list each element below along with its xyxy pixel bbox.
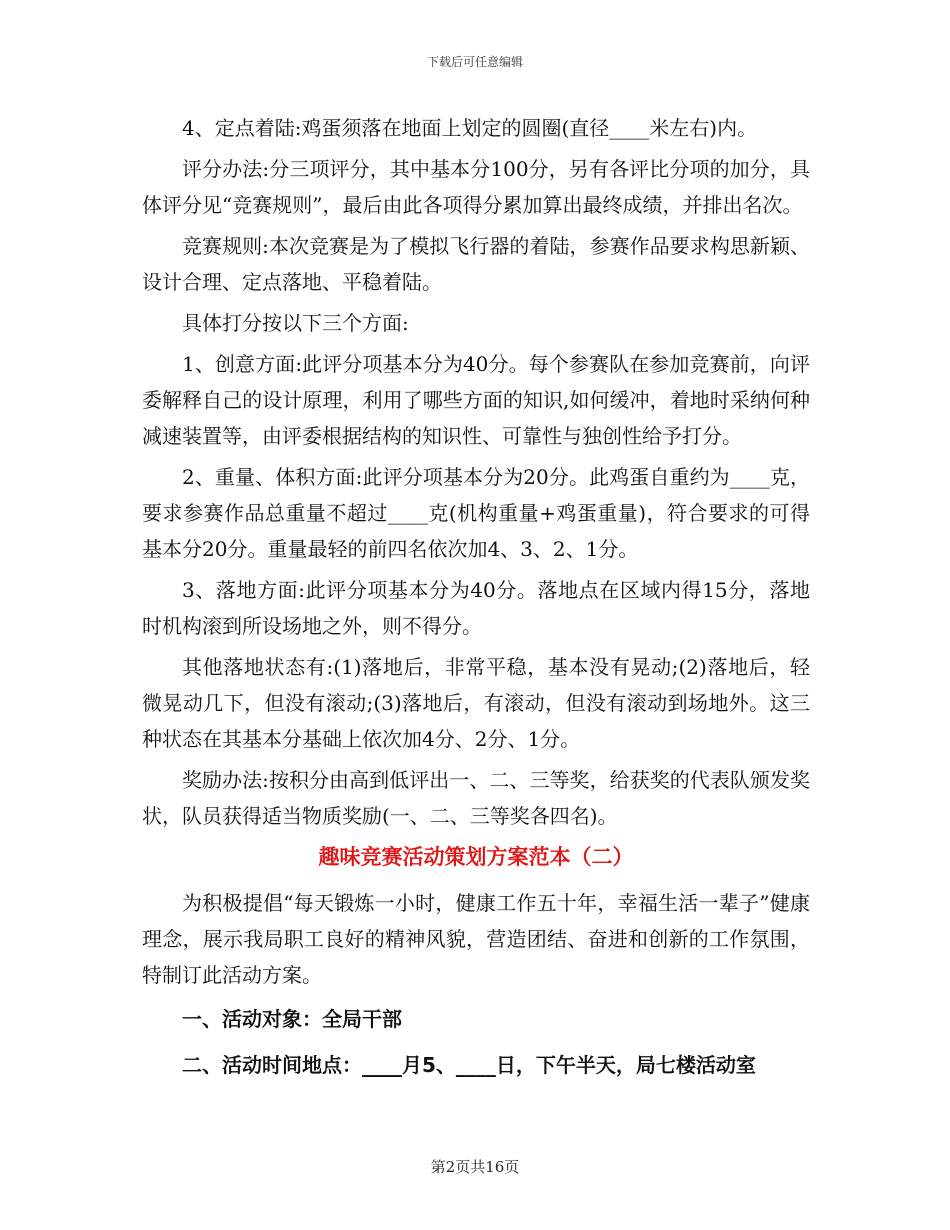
paragraph-scoring-method: 评分办法:分三项评分，其中基本分100分，另有各评比分项的加分，具体评分见“竞赛规则”，最后由此各项得分累加算出最终成绩，并排出名次。 [142, 157, 810, 217]
paragraph-weight: 2、重量、体积方面:此评分项基本分为20分。此鸡蛋自重约为____克，要求参赛作品总重量不超过____克(机构重量+鸡蛋重量)，符合要求的可得基本分20分。重量最轻的前四名依次加4、3、2、1分。 [142, 465, 810, 561]
paragraph-creativity: 1、创意方面:此评分项基本分为40分。每个参赛队在参加竞赛前，向评委解释自己的设计原理，利用了哪些方面的知识,如何缓冲，着地时采纳何种减速装置等，由评委根据结构的知识性、可靠性与独创性给予打分。 [142, 352, 810, 448]
page-footer: 第2页共16页 [430, 1158, 520, 1176]
paragraph-competition-rules: 竞赛规则:本次竞赛是为了模拟飞行器的着陆，参赛作品要求构思新颖、设计合理、定点落地、平稳着陆。 [142, 234, 810, 294]
document-body [142, 110, 810, 1093]
item-time-place: 二、活动时间地点：____月5、____日，下午半天，局七楼活动室 [182, 1053, 756, 1077]
page-header: 下载后可任意编辑 [426, 55, 523, 69]
paragraph-landing: 3、落地方面:此评分项基本分为40分。落地点在区域内得15分，落地时机构滚到所设场地之外，则不得分。 [142, 578, 810, 638]
item-target: 一、活动对象：全局干部 [182, 1007, 402, 1031]
section-title: 趣味竞赛活动策划方案范本（二） [318, 845, 634, 869]
paragraph-rewards: 奖励办法:按积分由高到低评出一、二、三等奖，给获奖的代表队颁发奖状，队员获得适当物质奖励(一、二、三等奖各四名)。 [142, 768, 810, 828]
paragraph-scoring-aspects: 具体打分按以下三个方面: [182, 311, 409, 335]
paragraph-landing-rule: 4、定点着陆:鸡蛋须落在地面上划定的圆圈(直径____米左右)内。 [182, 116, 758, 140]
paragraph-other-states: 其他落地状态有:(1)落地后，非常平稳，基本没有晃动;(2)落地后，轻微晃动几下，但没有滚动;(3)落地后，有滚动，但没有滚动到场地外。这三种状态在其基本分基础上依次加4分、2分、1分。 [142, 655, 810, 751]
paragraph-intro: 为积极提倡“每天锻炼一小时，健康工作五十年，幸福生活一辈子”健康理念，展示我局职工良好的精神风貌，营造团结、奋进和创新的工作氛围，特制订此活动方案。 [142, 891, 810, 987]
